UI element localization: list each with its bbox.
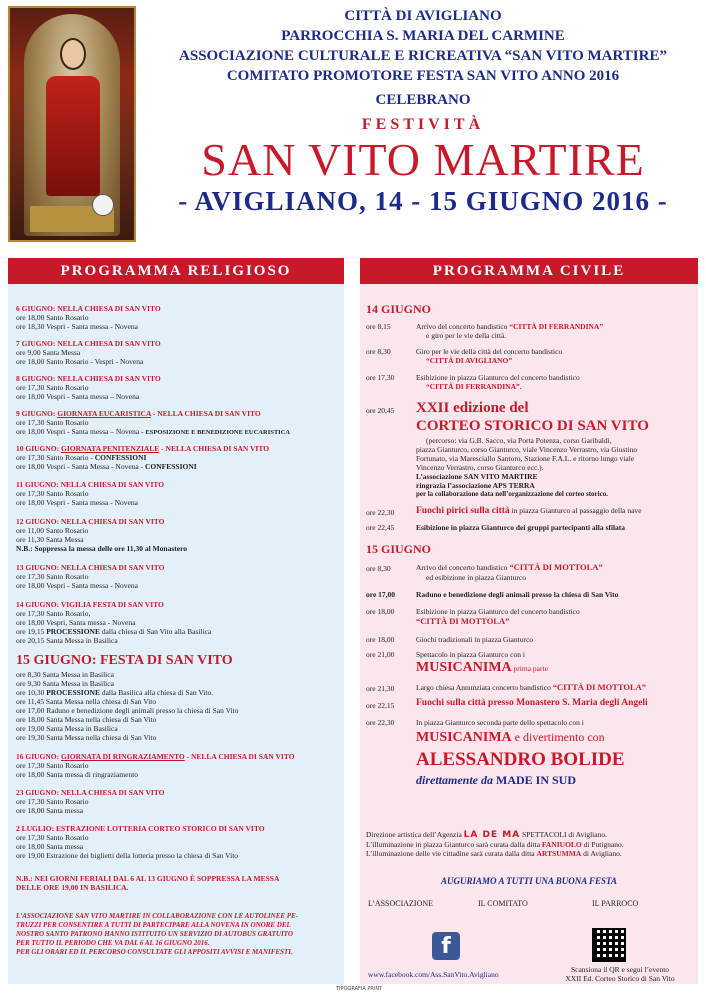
schedule-line: ore 19,15 PROCESSIONE dalla chiesa di San Vito alla Basilica [16, 627, 212, 636]
schedule-line: ore 17,30 Santo Rosario, [16, 609, 91, 618]
bus-notice-line: NOSTRO SANTO PATRONO HANNO ISTITUITO UN SERVIZIO DI AUTOBUS GRATUITO [16, 930, 293, 938]
note-line: N.B.: Soppressa la messa delle ore 11,30 al Monastero [16, 544, 188, 553]
schedule-line: ore 17,30 Santo Rosario [16, 833, 89, 842]
time-label: ore 22,45 [366, 523, 395, 532]
event-line: Giro per le vie della città del concerto bandistico [416, 347, 563, 356]
time-label: ore 21,00 [366, 650, 395, 659]
event-line: Esibizione in piazza Gianturco del concerto bandistico [416, 607, 580, 616]
event-line: Arrivo del concerto bandistico “CITTÀ DI FERRANDINA” [416, 322, 604, 331]
time-label: ore 22,30 [366, 508, 395, 517]
bus-notice-line: PER TUTTO IL PERIODO CHE VA DAL 6 AL 16 GIUGNO 2016. [16, 939, 210, 947]
day-heading: 15 GIUGNO [366, 542, 432, 556]
schedule-line: ore 11,30 Santa Messa [16, 535, 84, 544]
schedule-line: ore 18,00 Santa messa di ringraziamento [16, 770, 139, 779]
schedule-line: ore 9,00 Santa Messa [16, 348, 81, 357]
time-label: ore 8,15 [366, 322, 391, 331]
event-line: MUSICANIMA prima parte [416, 660, 548, 675]
schedule-line: ore 17,30 Santo Rosario [16, 761, 89, 770]
day-heading: 14 GIUGNO: VIGILIA FESTA DI SAN VITO [16, 600, 164, 609]
event-line: Largo chiesa Annunziata concerto bandistico “CITTÀ DI MOTTOLA” [416, 682, 647, 692]
credit-line: L’illuminazione in piazza Gianturco sarà curata dalla ditta FANIUOLO di Putignano. [366, 840, 624, 849]
event-line: Giochi tradizionali in piazza Gianturco [416, 635, 534, 644]
robe-shape [46, 76, 100, 196]
header-parish: PARROCCHIA S. MARIA DEL CARMINE [281, 28, 565, 44]
schedule-line: ore 17,30 Santo Rosario [16, 572, 89, 581]
schedule-line: ore 18,00 Santa messa [16, 806, 84, 815]
schedule-line: ore 18,00 Vespri, Santa messa - Novena [16, 618, 136, 627]
time-label: ore 17,00 [366, 590, 396, 599]
event-line: Vincenzo Verrastro, corso Gianturco ecc.). [416, 463, 544, 472]
day-heading: 16 GIUGNO: GIORNATA DI RINGRAZIAMENTO - NELLA CHIESA DI SAN VITO [16, 752, 295, 761]
page-title: SAN VITO MARTIRE [201, 134, 645, 185]
day-heading: 6 GIUGNO: NELLA CHIESA DI SAN VITO [16, 304, 161, 313]
day-heading: 7 GIUGNO: NELLA CHIESA DI SAN VITO [16, 339, 161, 348]
schedule-line: ore 18,00 Vespri - Santa Messa - Novena - CONFESSIONI [16, 462, 197, 471]
time-label: ore 8,30 [366, 347, 391, 356]
day-heading: 12 GIUGNO: NELLA CHIESA DI SAN VITO [16, 517, 165, 526]
event-line: CORTEO STORICO DI SAN VITO [416, 418, 649, 434]
credit-line: Direzione artistica dell’Agenzia LA DE MA SPETTACOLI di Avigliano. [366, 830, 607, 840]
schedule-line: ore 9,30 Santa Messa in Basilica [16, 679, 114, 688]
schedule-line: ore 19,30 Santa Messa nella chiesa di San Vito [16, 733, 157, 742]
schedule-line: ore 17,30 Santo Rosario - CONFESSIONI [16, 453, 147, 462]
schedule-line: ore 17,30 Santo Rosario [16, 418, 89, 427]
qr-caption-line: Scansiona il QR e segui l’evento [570, 965, 670, 974]
signature-committee: IL COMITATO [478, 899, 528, 908]
saint-statue-photo [8, 6, 136, 242]
event-line: piazza Gianturco, corso Gianturco, viale Vincenzo Verrastro, via Giustino [416, 445, 638, 454]
day-heading: 11 GIUGNO: NELLA CHIESA DI SAN VITO [16, 480, 165, 489]
event-line: “CITTÀ DI FERRANDINA”. [426, 382, 522, 391]
event-line: Fuochi pirici sulla città in piazza Gianturco al passaggio della nave [416, 506, 642, 516]
header-city: CITTÀ DI AVIGLIANO [344, 8, 502, 24]
day-heading: 10 GIUGNO: GIORNATA PENITENZIALE - NELLA CHIESA DI SAN VITO [16, 444, 270, 453]
schedule-line: ore 18,00 Vespri - Santa messa – Novena - ESPOSIZIONE E BENEDIZIONE EUCARISTICA [16, 427, 291, 436]
signature-association: L’ASSOCIAZIONE [368, 899, 434, 908]
event-line: Fuochi sulla città presso Monastero S. Maria degli Angeli [416, 698, 648, 708]
note-line: DELLE ORE 19,00 IN BASILICA. [16, 883, 129, 892]
day-heading: 23 GIUGNO: NELLA CHIESA DI SAN VITO [16, 788, 165, 797]
event-line: ed esibizione in piazza Gianturco [426, 573, 526, 582]
event-line: In piazza Gianturco seconda parte dello spettacolo con i [416, 718, 584, 727]
event-line: “CITTÀ DI MOTTOLA” [416, 616, 510, 626]
event-line: Esibizione in piazza Gianturco del concerto bandistico [416, 373, 580, 382]
schedule-line: ore 17,30 Santo Rosario [16, 489, 89, 498]
civil-program-panel [360, 284, 698, 984]
schedule-line: ore 8,30 Santa Messa in Basilica [16, 670, 114, 679]
time-label: ore 21,30 [366, 684, 395, 693]
facebook-icon[interactable]: f [432, 932, 460, 960]
schedule-line: ore 17,00 Raduno e benedizione degli animali presso la chiesa di San Vito [16, 706, 239, 715]
religious-program-heading: PROGRAMMA RELIGIOSO [8, 258, 344, 284]
schedule-line: ore 11,45 Santa Messa nella chiesa di San Vito [16, 697, 157, 706]
page-subtitle: - AVIGLIANO, 14 - 15 GIUGNO 2016 - [178, 186, 668, 216]
schedule-line: ore 18,30 Vespri - Santa messa - Novena [16, 322, 138, 331]
event-line: Esibizione in piazza Gianturco dei gruppi partecipanti alla sfilata [416, 523, 626, 532]
time-label: ore 22,15 [366, 701, 395, 710]
time-label: ore 20,45 [366, 406, 395, 415]
note-line: N.B.: NEI GIORNI FERIALI DAL 6 AL 13 GIUGNO È SOPPRESSA LA MESSA [16, 874, 280, 883]
header-association: ASSOCIAZIONE CULTURALE E RICREATIVA “SAN VITO MARTIRE” [179, 48, 667, 64]
event-line: XXII edizione del [416, 400, 529, 416]
header-festivita: FESTIVITÀ [361, 116, 485, 133]
qr-caption-line: XXII Ed. Corteo Storico di San Vito [565, 974, 675, 983]
dog-shape [92, 194, 114, 216]
schedule-line: ore 18,00 Santa messa [16, 842, 84, 851]
event-line: e giro per le vie della città. [426, 331, 507, 340]
event-line: MUSICANIMA e divertimento con [416, 730, 605, 745]
feast-day-heading: 15 GIUGNO: FESTA DI SAN VITO [16, 653, 233, 668]
time-label: ore 8,30 [366, 564, 391, 573]
schedule-line: ore 20,15 Santa Messa in Basilica [16, 636, 118, 645]
day-heading: 13 GIUGNO: NELLA CHIESA DI SAN VITO [16, 563, 165, 572]
facebook-url[interactable]: www.facebook.com/Ass.SanVito.Avigliano [368, 970, 499, 979]
schedule-line: ore 18,00 Santa Messa nella chiesa di San Vito [16, 715, 157, 724]
schedule-line: ore 18,00 Santo Rosario [16, 313, 89, 322]
bus-notice-line: TRUZZI PER CONSENTIRE A TUTTI DI PARTECIPARE ALLA NOVENA IN ONORE DEL [16, 921, 291, 929]
header-celebrano: CELEBRANO [375, 92, 471, 108]
day-heading: 14 GIUGNO [366, 302, 432, 316]
printer-logo: TIPOGRAFIA PRINT [336, 986, 383, 992]
bus-notice-line: PER GLI ORARI ED IL PERCORSO CONSULTATE GLI APPOSITI AVVISI E MANIFESTI. [16, 948, 293, 956]
event-line: per la collaborazione data nell’organizzazione del corteo storico. [416, 490, 608, 498]
event-line: Arrivo del concerto bandistico “CITTÀ DI MOTTOLA” [416, 562, 603, 572]
schedule-line: ore 10,30 PROCESSIONE dalla Basilica alla chiesa di San Vito. [16, 688, 214, 697]
time-label: ore 18,00 [366, 607, 395, 616]
schedule-line: ore 19,00 Santa Messa in Basilica [16, 724, 118, 733]
event-line: Raduno e benedizione degli animali presso la chiesa di San Vito [416, 590, 619, 599]
event-line: (percorso: via G.B. Sacco, via Porta Potenza, corso Garibaldi, [426, 436, 612, 445]
time-label: ore 17,30 [366, 373, 395, 382]
qr-code[interactable] [592, 928, 626, 962]
schedule-line: ore 19,00 Estrazione dei biglietti della lotteria presso la chiesa di San Vito [16, 851, 239, 860]
head-shape [60, 38, 86, 70]
schedule-line: ore 18,00 Santo Rosario - Vespri - Novena [16, 357, 144, 366]
day-heading: 8 GIUGNO: NELLA CHIESA DI SAN VITO [16, 374, 161, 383]
event-line: ringrazia l’associazione APS TERRA [416, 481, 535, 490]
time-label: ore 22,30 [366, 718, 395, 727]
schedule-line: ore 18,00 Vespri - Santa messa – Novena [16, 392, 140, 401]
signature-parish-priest: IL PARROCO [592, 899, 639, 908]
header-committee: COMITATO PROMOTORE FESTA SAN VITO ANNO 2016 [226, 68, 620, 84]
bus-notice-line: L’ASSOCIAZIONE SAN VITO MARTIRE IN COLLABORAZIONE CON LE AUTOLINEE PE- [16, 912, 299, 920]
religious-program-panel [8, 284, 344, 984]
event-line: Fortunato, via Maresciallo Santoro, Stazione F.A.L. e ritorno lungo viale [416, 454, 635, 463]
event-line: direttamente da MADE IN SUD [416, 773, 577, 787]
day-heading: 2 LUGLIO: ESTRAZIONE LOTTERIA CORTEO STORICO DI SAN VITO [16, 824, 265, 833]
schedule-line: ore 18,00 Vespri - Santa messa - Novena [16, 498, 138, 507]
credit-line: L’illuminazione delle vie cittadine sarà curata dalla ditta ARTSUMMA di Avigliano. [366, 849, 622, 858]
event-line: ALESSANDRO BOLIDE [416, 749, 625, 770]
schedule-line: ore 17,30 Santo Rosario [16, 383, 89, 392]
event-line: L’associazione SAN VITO MARTIRE [416, 472, 538, 481]
time-label: ore 18,00 [366, 635, 395, 644]
day-heading: 9 GIUGNO: GIORNATA EUCARISTICA - NELLA CHIESA DI SAN VITO [16, 409, 261, 418]
event-line: Spettacolo in piazza Gianturco con i [416, 650, 525, 659]
schedule-line: ore 17,30 Santo Rosario [16, 797, 89, 806]
civil-program-heading: PROGRAMMA CIVILE [360, 258, 698, 284]
event-line: “CITTÀ DI AVIGLIANO” [426, 356, 513, 365]
schedule-line: ore 18,00 Vespri - Santa messa - Novena [16, 581, 138, 590]
schedule-line: ore 11,00 Santo Rosario [16, 526, 89, 535]
wishes-line: AUGURIAMO A TUTTI UNA BUONA FESTA [441, 876, 617, 886]
